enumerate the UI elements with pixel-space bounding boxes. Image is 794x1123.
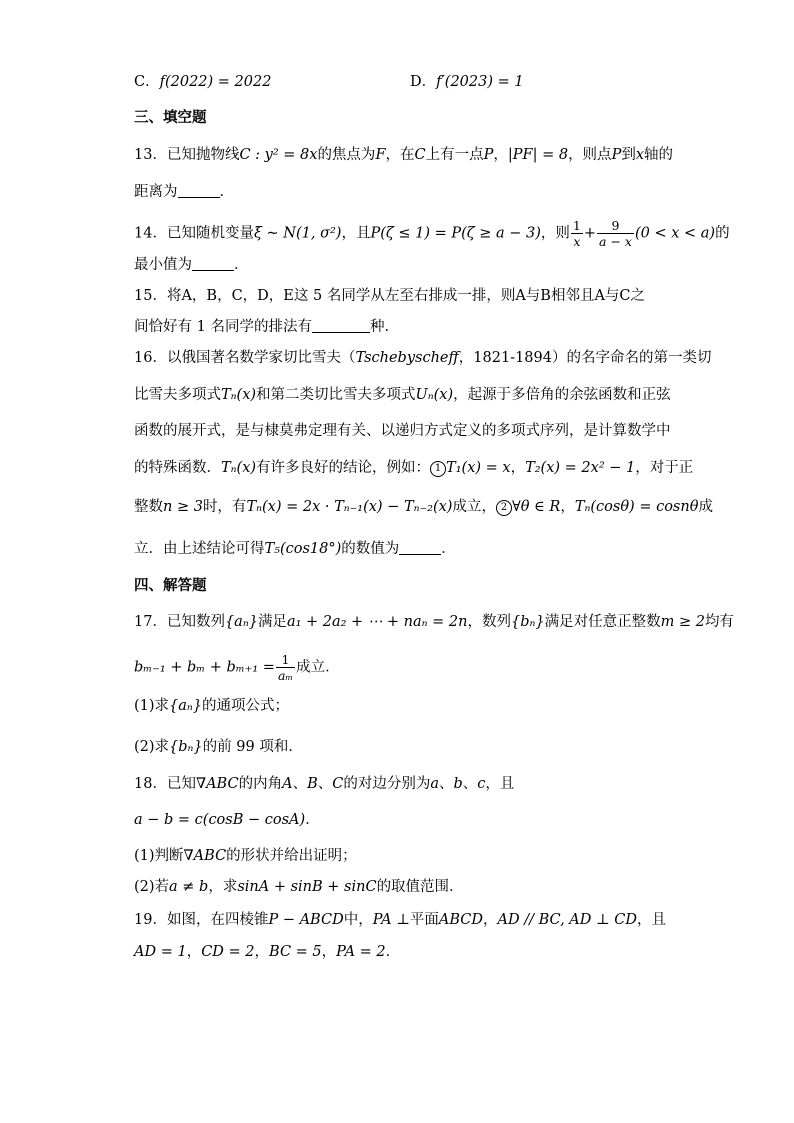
text-run: 的取值范围． <box>376 879 464 895</box>
text-run: 的特殊函数． <box>134 460 221 476</box>
q19-line-1 <box>134 910 666 930</box>
text-run: 成立． <box>296 659 340 676</box>
math-expression: a <box>430 776 439 792</box>
text-run: ，起源于多倍角的余弦函数和正弦 <box>453 387 671 403</box>
text-run: 的焦点为 <box>317 147 376 163</box>
math-expression: x <box>573 234 581 249</box>
circled-number-2: 2 <box>496 500 512 516</box>
math-expression: ∇ABC <box>195 776 239 792</box>
text-run: 均有 <box>704 614 734 630</box>
text-run: 如图，在四棱锥 <box>166 912 269 928</box>
q14-line-2: 最小值为 ． <box>134 257 249 273</box>
text-run: 成 <box>698 499 713 515</box>
math-expression: T₁(x) = x <box>446 460 511 476</box>
text-run: 距离为 <box>134 184 178 200</box>
math-expression: P <box>483 147 494 163</box>
text-run: 1 <box>572 218 581 233</box>
math-expression: PA = 2 <box>336 944 386 960</box>
text-run: 到 <box>621 147 636 163</box>
math-expression: b <box>453 776 463 792</box>
math-expression: x <box>635 147 645 163</box>
text-run: ， <box>493 147 508 163</box>
math-expression: P(ζ ≤ 1) = P(ζ ≥ a − 3) <box>370 225 541 242</box>
text-run: (1)判断 <box>134 848 184 864</box>
section-heading-fill-in: 三、填空题 <box>134 110 207 126</box>
text-run: 满足 <box>257 614 287 630</box>
option-d-expression: f′(2023) = 1 <box>436 74 524 90</box>
math-expression: C <box>332 776 344 792</box>
q15-line-1 <box>134 286 645 306</box>
text-run: 成立， <box>452 499 496 515</box>
option-c <box>134 72 271 92</box>
answer-blank <box>192 256 234 271</box>
text-run: 满足对任意正整数 <box>544 614 661 630</box>
math-expression: AD // BC, AD ⊥ CD <box>497 912 637 928</box>
math-expression: P <box>611 147 622 163</box>
text-run: 14． <box>134 225 167 242</box>
text-run: ，且 <box>341 225 371 242</box>
math-expression: ∇ABC <box>183 848 227 864</box>
q13-line-2: 距离为 ． <box>134 184 234 200</box>
q19-line-2 <box>134 942 400 962</box>
text-run: 、 <box>438 776 454 792</box>
text-run: ， <box>254 944 270 960</box>
math-expression: F <box>375 147 386 163</box>
fraction-9-over-a-minus-x <box>597 218 634 249</box>
math-expression: a₁ + 2a₂ + ⋯ + naₙ = 2n <box>286 614 468 630</box>
q16-line-6: 立．由上述结论可得T₅(cos18°)的数值为 ． <box>134 541 456 557</box>
math-expression: Tₙ(x) <box>221 460 257 476</box>
text-run: 、 <box>317 776 333 792</box>
q17-part-2 <box>134 737 303 757</box>
fraction-1-over-x <box>571 218 583 249</box>
answer-blank <box>178 183 220 198</box>
text-run: 立．由上述结论可得 <box>134 541 265 557</box>
q17-line-2 <box>134 652 340 683</box>
math-expression: C <box>414 147 426 163</box>
option-d-label: D． <box>410 74 437 90</box>
q16-line-3 <box>134 421 671 441</box>
text-run: 上有一点 <box>425 147 484 163</box>
answer-blank <box>312 318 370 333</box>
math-expression: Tₙ(cosθ) = cosnθ <box>574 499 699 515</box>
math-expression: {bₙ} <box>169 739 203 755</box>
q17-part-1 <box>134 696 289 716</box>
text-run: 1 <box>276 652 295 668</box>
math-expression: ξ ~ N(1, σ²) <box>253 225 342 242</box>
q16-line-5 <box>134 497 713 517</box>
text-run: ， <box>560 499 575 515</box>
math-expression: a − b = c(cosB − cosA) <box>134 812 306 828</box>
math-expression: ABCD <box>438 912 483 928</box>
math-expression: a − x <box>599 234 632 249</box>
text-run: ． <box>305 812 320 828</box>
q16-line-2 <box>134 385 671 405</box>
text-run: ， <box>482 912 498 928</box>
math-expression: AD = 1 <box>134 944 187 960</box>
text-run: (2)若 <box>134 879 170 895</box>
text-run: ，数列 <box>467 614 511 630</box>
math-expression: PA ⊥ <box>372 912 410 928</box>
q16-line-4 <box>134 458 693 478</box>
text-run: 种. <box>369 319 390 335</box>
text-run: 将A，B，C，D，E这 5 名同学从左至右排成一排，则A与B相邻且A与C之 <box>166 288 646 304</box>
text-run: ，则点 <box>568 147 612 163</box>
math-expression: a ≠ b <box>169 879 209 895</box>
text-run: (2)求 <box>134 739 170 755</box>
text-run: 已知随机变量 <box>166 225 254 242</box>
math-expression: {aₙ} <box>224 614 258 630</box>
text-run: 平面 <box>409 912 439 928</box>
text-run: 、 <box>462 776 478 792</box>
math-expression: sinA + sinB + sinC <box>237 879 377 895</box>
math-expression: A <box>282 776 293 792</box>
text-run: 19． <box>134 912 167 928</box>
text-run: ， <box>510 460 526 476</box>
text-run: ，且 <box>636 912 666 928</box>
text-run: ，求 <box>208 879 238 895</box>
math-expression: ∀θ ∈ R <box>511 499 561 515</box>
text-run: 函数的展开式，是与棣莫弗定理有关、以递归方式定义的多项式序列，是计算数学中 <box>134 423 671 439</box>
math-expression: Tₙ(x) = 2x · Tₙ₋₁(x) − Tₙ₋₂(x) <box>246 499 453 515</box>
option-d <box>410 72 524 92</box>
circled-number-1: 1 <box>430 461 446 477</box>
text-run: 、 <box>292 776 308 792</box>
answer-blank <box>399 540 441 555</box>
math-expression: bₘ₋₁ + bₘ + bₘ₊₁ = <box>134 659 275 676</box>
option-c-label: C． <box>134 74 160 90</box>
text-run: 的内角 <box>238 776 283 792</box>
option-c-expression: f(2022) = 2022 <box>159 74 272 90</box>
text-run: 的通项公式； <box>202 698 290 714</box>
text-run: 16． <box>134 350 167 366</box>
text-run: 的数值为 <box>341 541 400 557</box>
text-run: 比雪夫多项式 <box>134 387 221 403</box>
q18-part-2 <box>134 877 464 897</box>
math-expression: (0 < x < a) <box>634 225 716 242</box>
math-expression: |PF| = 8 <box>507 147 569 163</box>
text-run: 的 <box>715 225 730 242</box>
text-run: 和第二类切比雪夫多项式 <box>256 387 416 403</box>
q18-line-1 <box>134 774 514 794</box>
text-run: 轴的 <box>644 147 674 163</box>
text-run: ． <box>385 944 401 960</box>
q17-line-1 <box>134 612 734 632</box>
text-run: 时，有 <box>202 499 247 515</box>
math-expression: Tschebyscheff <box>355 350 459 366</box>
text-run: ，对于正 <box>635 460 694 476</box>
q14-line-1 <box>134 218 730 249</box>
text-run: ， <box>186 944 202 960</box>
text-run: ，则 <box>540 225 570 242</box>
text-run: 以俄国著名数学家切比雪夫（ <box>166 350 356 366</box>
math-expression: aₘ <box>277 668 294 683</box>
text-run: ， <box>321 944 337 960</box>
text-run: ，且 <box>485 776 515 792</box>
text-run: 的前 99 项和． <box>202 739 303 755</box>
text-run: ，1821-1894）的名字命名的第一类切 <box>458 350 712 366</box>
math-expression: T₂(x) = 2x² − 1 <box>525 460 636 476</box>
math-expression: C : y² = 8x <box>239 147 318 163</box>
q18-line-2 <box>134 810 320 830</box>
text-run: 整数 <box>134 499 163 515</box>
text-run: 有许多良好的结论，例如： <box>256 460 431 476</box>
math-expression: Uₙ(x) <box>415 387 454 403</box>
math-expression: CD = 2 <box>201 944 255 960</box>
text-run: 的形状并给出证明； <box>226 848 357 864</box>
text-run: 的对边分别为 <box>343 776 431 792</box>
text-run: 17． <box>134 614 167 630</box>
q16-line-1 <box>134 348 711 368</box>
text-run: 中， <box>343 912 373 928</box>
text-run: 已知抛物线 <box>166 147 240 163</box>
text-run: 13． <box>134 147 167 163</box>
math-expression: m ≥ 2 <box>660 614 705 630</box>
section-heading-solutions: 四、解答题 <box>134 578 207 594</box>
text-run: 已知数列 <box>166 614 225 630</box>
text-run: 18． <box>134 776 167 792</box>
fraction-1-over-am <box>276 652 295 683</box>
math-expression: BC = 5 <box>269 944 322 960</box>
math-expression: c <box>477 776 486 792</box>
math-expression: Tₙ(x) <box>221 387 257 403</box>
q18-part-1 <box>134 846 357 866</box>
math-expression: {aₙ} <box>169 698 203 714</box>
q15-line-2 <box>134 317 389 337</box>
text-run: 已知 <box>166 776 196 792</box>
text-run: (1)求 <box>134 698 170 714</box>
math-expression: n ≥ 3 <box>163 499 203 515</box>
text-run: 间恰好有 1 名同学的排法有 <box>134 319 312 335</box>
text-run: 15． <box>134 288 167 304</box>
text-run: + <box>583 225 597 242</box>
q13-line-1 <box>134 145 673 165</box>
text-run: 9 <box>597 218 634 234</box>
text-run: 最小值为 <box>134 257 192 273</box>
math-expression: T₅(cos18°) <box>264 541 342 557</box>
math-expression: {bₙ} <box>510 614 545 630</box>
math-expression: P − ABCD <box>268 912 344 928</box>
text-run: ，在 <box>385 147 415 163</box>
math-expression: B <box>307 776 318 792</box>
